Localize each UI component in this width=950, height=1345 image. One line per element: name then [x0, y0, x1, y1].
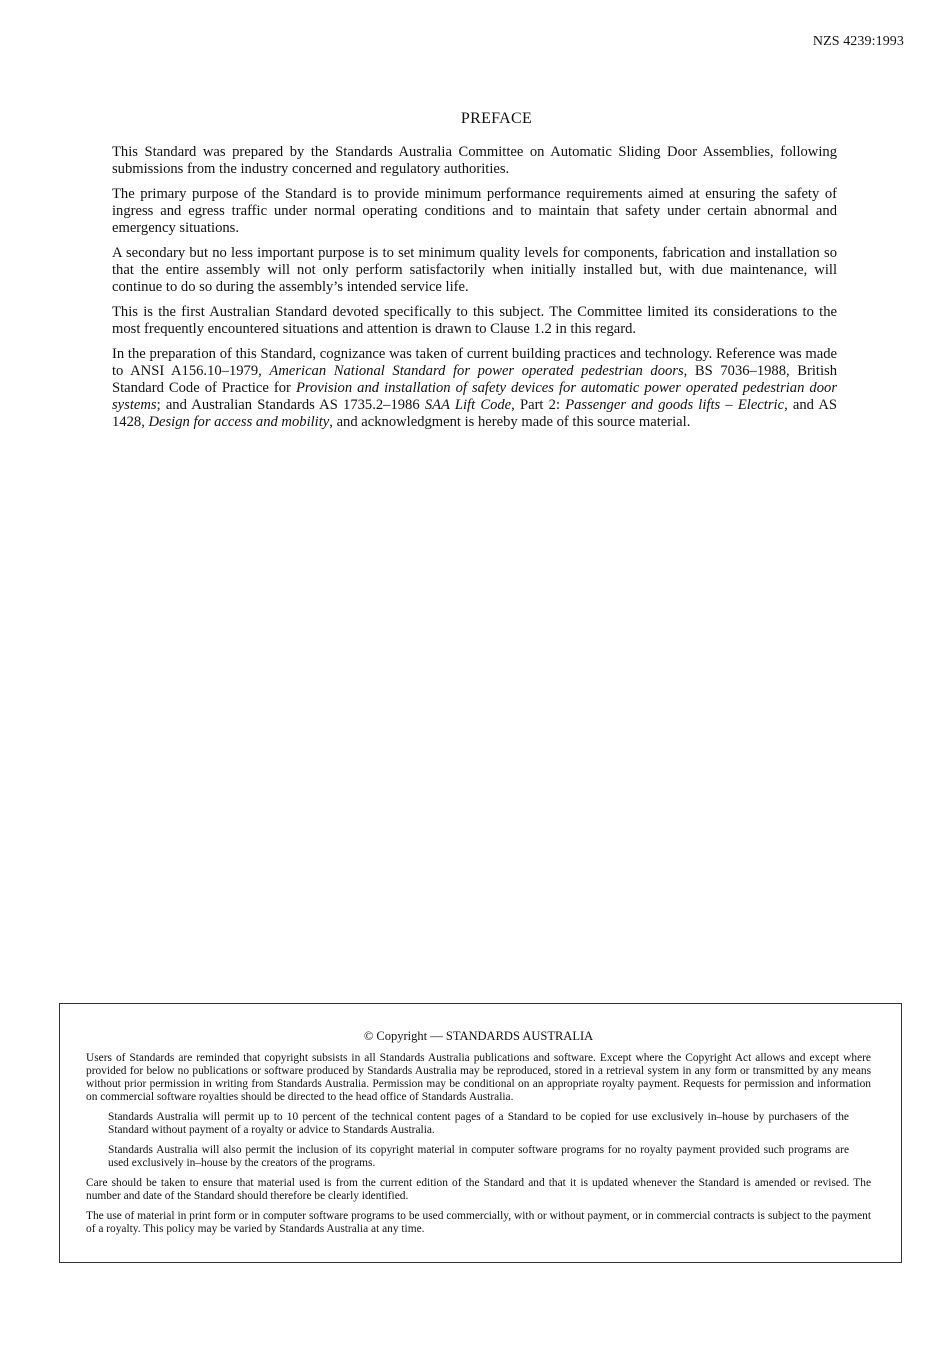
preface-body [112, 144, 837, 439]
reference-text: , and acknowledgment is hereby made of this source material. [329, 414, 691, 430]
reference-title-lift-code: SAA Lift Code [424, 397, 512, 413]
preface-paragraph-2: The primary purpose of the Standard is to provide minimum performance requirements aimed at ensuring the safety of ingress and egress traffic under normal operating conditions and to maintain that safety under certain abnormal and emergency situations. [112, 186, 837, 236]
copyright-paragraph-5: The use of material in print form or in computer software programs to be used commercially, with or without payment, or in commercial contracts is subject to the payment of a royalty. This policy may be varied by Standards Australia at any time. [86, 1210, 871, 1235]
copyright-title: © Copyright — STANDARDS AUSTRALIA [363, 1029, 594, 1043]
reference-title-bs: Provision and installation of safety devices for automatic power operated pedestrian door systems [112, 380, 837, 413]
reference-title-access: Design for access and mobility [148, 414, 330, 430]
reference-text: In the preparation of this Standard, cognizance was taken of current building practices and technology. Reference was made to ANSI A156.10–1979, [112, 346, 837, 379]
document-code: NZS 4239:1993 [812, 34, 904, 49]
copyright-paragraph-1: Users of Standards are reminded that copyright subsists in all Standards Australia publications and software. Except where the Copyright Act allows and except where provided for below no publications or software produced by Standards Australia may be reproduced, stored in a retrieval system in any form or transmitted by any means without prior permission in writing from Standards Australia. Permission may be conditional on an appropriate royalty payment. Requests for permission and information on commercial software royalties should be directed to the head office of Standards Australia. [86, 1052, 871, 1103]
preface-paragraph-4: This is the first Australian Standard devoted specifically to this subject. The Committee limited its considerations to the most frequently encountered situations and attention is drawn to Clause 1.2 in this regard. [112, 304, 837, 337]
reference-text: , and AS 1428, [112, 397, 837, 430]
reference-text: ; and Australian Standards AS 1735.2–1986 [156, 397, 425, 413]
reference-text: , Part 2: [511, 397, 566, 413]
preface-paragraph-5 [112, 346, 837, 431]
copyright-paragraph-4: Care should be taken to ensure that material used is from the current edition of the Standard and that it is updated whenever the Standard is amended or revised. The number and date of the Standard should therefore be clearly identified. [86, 1177, 871, 1202]
reference-text: , BS 7036–1988, British Standard Code of Practice for [112, 363, 838, 396]
copyright-paragraph-3: Standards Australia will also permit the inclusion of its copyright material in computer software programs for no royalty payment provided such programs are used exclusively in–house by the creators of the programs. [108, 1144, 849, 1169]
preface-title: PREFACE [460, 110, 533, 127]
copyright-notice-box [59, 1003, 902, 1263]
copyright-paragraph-2: Standards Australia will permit up to 10 percent of the technical content pages of a Standard to be copied for use exclusively in–house by purchasers of the Standard without payment of a royalty or advice to Standards Australia. [108, 1111, 849, 1136]
reference-title-lifts: Passenger and goods lifts – Electric [565, 397, 785, 413]
reference-title-ansi: American National Standard for power operated pedestrian doors [269, 363, 684, 379]
preface-paragraph-3: A secondary but no less important purpose is to set minimum quality levels for components, fabrication and installation so that the entire assembly will not only perform satisfactorily when initially installed but, with due maintenance, will continue to do so during the assembly’s intended service life. [112, 245, 837, 295]
preface-paragraph-1: This Standard was prepared by the Standards Australia Committee on Automatic Sliding Door Assemblies, following submissions from the industry concerned and regulatory authorities. [112, 144, 837, 177]
